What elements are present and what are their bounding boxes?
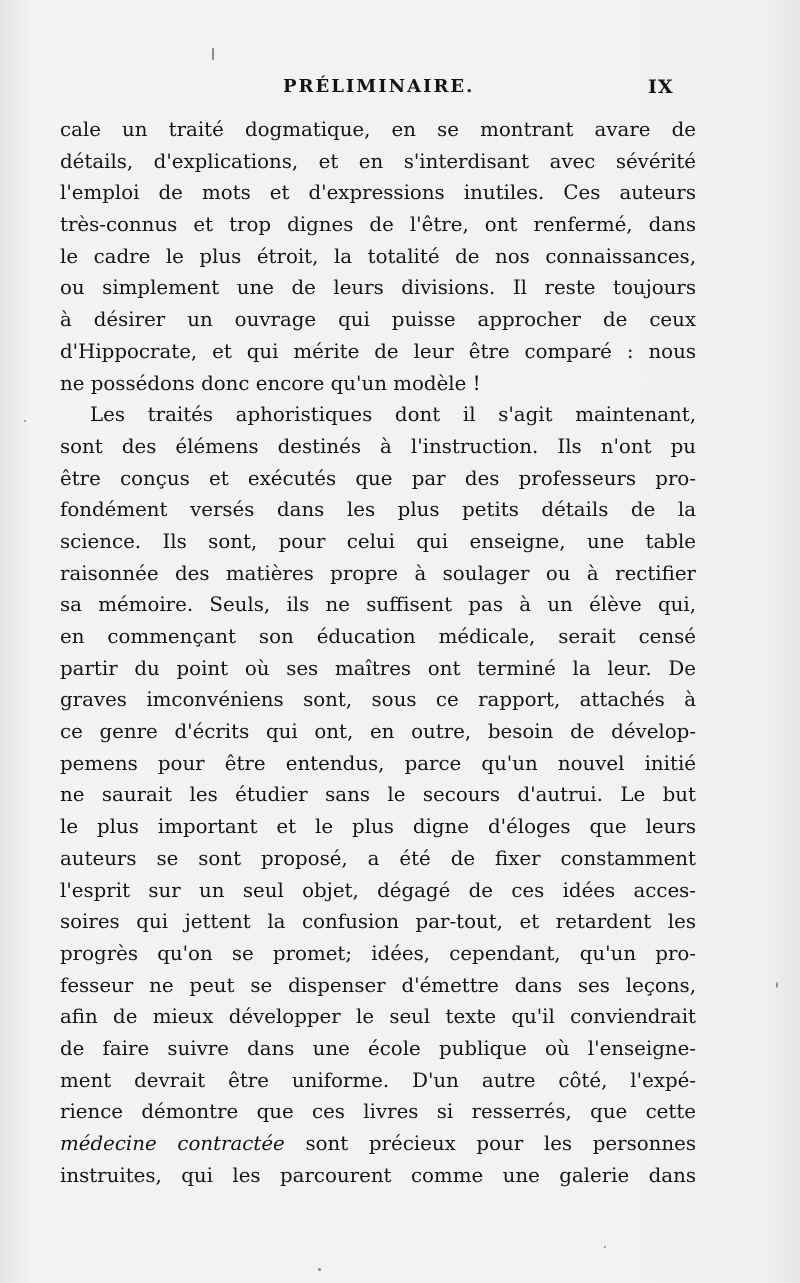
text-line: instruites, qui les parcourent comme une galerie dans — [60, 1163, 696, 1187]
text-line: raisonnée des matières propre à soulager ou à rectifier — [60, 561, 696, 585]
paper-speck — [318, 1268, 321, 1271]
text-line: fondément versés dans les plus petits détails de la — [60, 498, 696, 522]
text-line: à désirer un ouvrage qui puisse approcher de ceux — [60, 308, 696, 332]
body-text — [60, 114, 696, 1191]
text-line: graves imconvéniens sont, sous ce rapport, attachés à — [60, 688, 696, 712]
text-line: le plus important et le plus digne d'éloges que leurs — [60, 815, 696, 839]
text-line: sa mémoire. Seuls, ils ne suffisent pas à un élève qui, — [60, 593, 696, 617]
paper-speck — [212, 48, 214, 60]
text-line: ce genre d'écrits qui ont, en outre, besoin de dévelop- — [60, 720, 696, 744]
text-line: soires qui jettent la confusion par-tout, et retardent les — [60, 910, 696, 934]
running-title: PRÉLIMINAIRE. — [283, 76, 475, 97]
paper-speck — [604, 1246, 606, 1248]
text-line: de faire suivre dans une école publique où l'enseigne- — [60, 1036, 696, 1060]
text-line: progrès qu'on se promet; idées, cependant, qu'un pro- — [60, 941, 696, 965]
text-line: Les traités aphoristiques dont il s'agit maintenant, — [90, 403, 696, 427]
text-line: ne possédons donc encore qu'un modèle ! — [60, 371, 481, 395]
text-line: science. Ils sont, pour celui qui enseigne, une table — [60, 529, 696, 553]
text-line: ment devrait être uniforme. D'un autre côté, l'expé- — [60, 1068, 696, 1092]
text-line: ou simplement une de leurs divisions. Il reste toujours — [60, 276, 696, 300]
text-line: l'esprit sur un seul objet, dégagé de ces idées acces- — [60, 878, 696, 902]
text-line: afin de mieux développer le seul texte qu'il conviendrait — [60, 1005, 696, 1029]
text-line-rest: sont précieux pour les personnes — [305, 1132, 696, 1155]
text-line: partir du point où ses maîtres ont terminé la leur. De — [60, 656, 696, 680]
paper-speck — [24, 420, 26, 422]
text-line: fesseur ne peut se dispenser d'émettre dans ses leçons, — [60, 973, 696, 997]
text-line: pemens pour être entendus, parce qu'un nouvel initié — [60, 751, 696, 775]
text-line: détails, d'explications, et en s'interdisant avec sévérité — [60, 149, 696, 173]
italic-phrase: médecine contractée — [60, 1132, 285, 1155]
text-line — [60, 1128, 696, 1160]
text-line: rience démontre que ces livres si resserrés, que cette — [60, 1100, 696, 1124]
text-line: très-connus et trop dignes de l'être, ont renfermé, dans — [60, 213, 696, 237]
page-number: IX — [648, 76, 674, 98]
text-line: le cadre le plus étroit, la totalité de nos connaissances, — [60, 244, 696, 268]
text-line: auteurs se sont proposé, a été de fixer constamment — [60, 846, 696, 870]
text-line: d'Hippocrate, et qui mérite de leur être comparé : nous — [60, 339, 696, 363]
page-header — [0, 76, 800, 106]
text-line: être conçus et exécutés que par des professeurs pro- — [60, 466, 696, 490]
text-line: cale un traité dogmatique, en se montrant avare de — [60, 118, 696, 141]
text-line: l'emploi de mots et d'expressions inutiles. Ces auteurs — [60, 181, 696, 205]
paper-speck — [776, 982, 778, 988]
text-line: sont des élémens destinés à l'instruction. Ils n'ont pu — [60, 434, 696, 458]
text-line: ne saurait les étudier sans le secours d'autrui. Le but — [60, 783, 696, 807]
text-line: en commençant son éducation médicale, serait censé — [60, 625, 696, 648]
